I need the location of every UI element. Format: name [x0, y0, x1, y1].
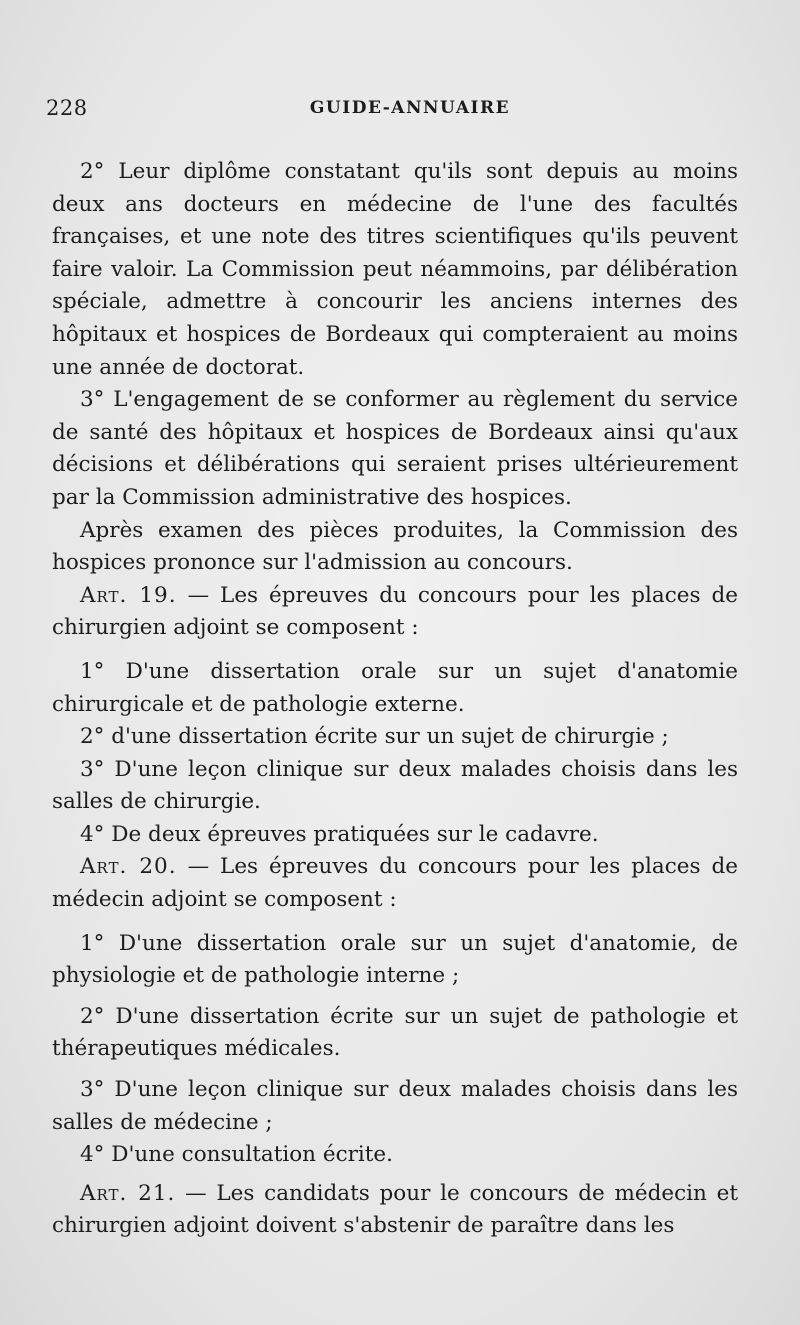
article-label: Art. 19. — [80, 582, 177, 608]
page-number: 228 — [46, 96, 88, 120]
paragraph-text: 3° L'engagement de se conformer au règlement du service de santé des hôpitaux et hospices de Bordeaux ainsi qu'aux décisions et délibérations qui seraient prises ultérieurement par la Commission administrative des hospices. — [52, 387, 738, 510]
paragraph-engagement — [52, 384, 738, 514]
list-item — [52, 721, 738, 754]
list-item — [52, 928, 738, 993]
running-title: GUIDE-ANNUAIRE — [309, 98, 511, 118]
list-item — [52, 754, 738, 819]
paragraph-text: 4° D'une consultation écrite. — [80, 1142, 393, 1168]
paragraph-text: 2° D'une dissertation écrite sur un sujet de pathologie et thérapeutiques médicales. — [52, 1003, 738, 1062]
list-item — [52, 1074, 738, 1139]
article-label: Art. 21. — [80, 1180, 176, 1206]
paragraph-text: 2° Leur diplôme constatant qu'ils sont depuis au moins deux ans docteurs en médecine de l'une des facultés françaises, et une note des titres scientifiques qu'ils peuvent faire valoir. La Commission peut néammoins, par délibération spéciale, admettre à concourir les anciens internes des hôpitaux et hospices de Bordeaux qui compteraient au moins une année de doctorat. — [52, 159, 738, 380]
list-item — [52, 656, 738, 721]
article-21 — [52, 1178, 738, 1243]
paragraph-text: 4° De deux épreuves pratiquées sur le cadavre. — [80, 821, 599, 847]
article-20 — [52, 851, 738, 916]
paragraph-text: 3° D'une leçon clinique sur deux malades choisis dans les salles de médecine ; — [52, 1077, 738, 1135]
paragraph-text: — Les épreuves du concours pour les places de chirurgien adjoint se composent : — [52, 582, 738, 641]
paragraph-text: 1° D'une dissertation orale sur un sujet d'anatomie, de physiologie et de pathologie interne ; — [52, 930, 738, 989]
list-item — [52, 1001, 738, 1066]
paragraph-text: 2° d'une dissertation écrite sur un sujet de chirurgie ; — [80, 724, 669, 750]
paragraph-text: 1° D'une dissertation orale sur un sujet d'anatomie chirurgicale et de pathologie externe. — [52, 658, 738, 717]
page-header — [0, 96, 800, 130]
paragraph-text: 3° D'une leçon clinique sur deux malades choisis dans les salles de chirurgie. — [52, 756, 738, 815]
paragraph-text: — Les candidats pour le concours de médecin et chirurgien adjoint doivent s'abstenir de paraître dans les — [52, 1180, 738, 1239]
paragraph-examen — [52, 515, 738, 580]
paragraph-text: — Les épreuves du concours pour les places de médecin adjoint se composent : — [52, 854, 738, 913]
body-text — [52, 156, 738, 1243]
list-item — [52, 819, 738, 852]
list-item — [52, 1139, 738, 1172]
paragraph-text: Après examen des pièces produites, la Commission des hospices prononce sur l'admission au concours. — [52, 517, 738, 576]
paragraph-diploma — [52, 156, 738, 384]
article-label: Art. 20. — [80, 854, 177, 880]
article-19 — [52, 580, 738, 645]
